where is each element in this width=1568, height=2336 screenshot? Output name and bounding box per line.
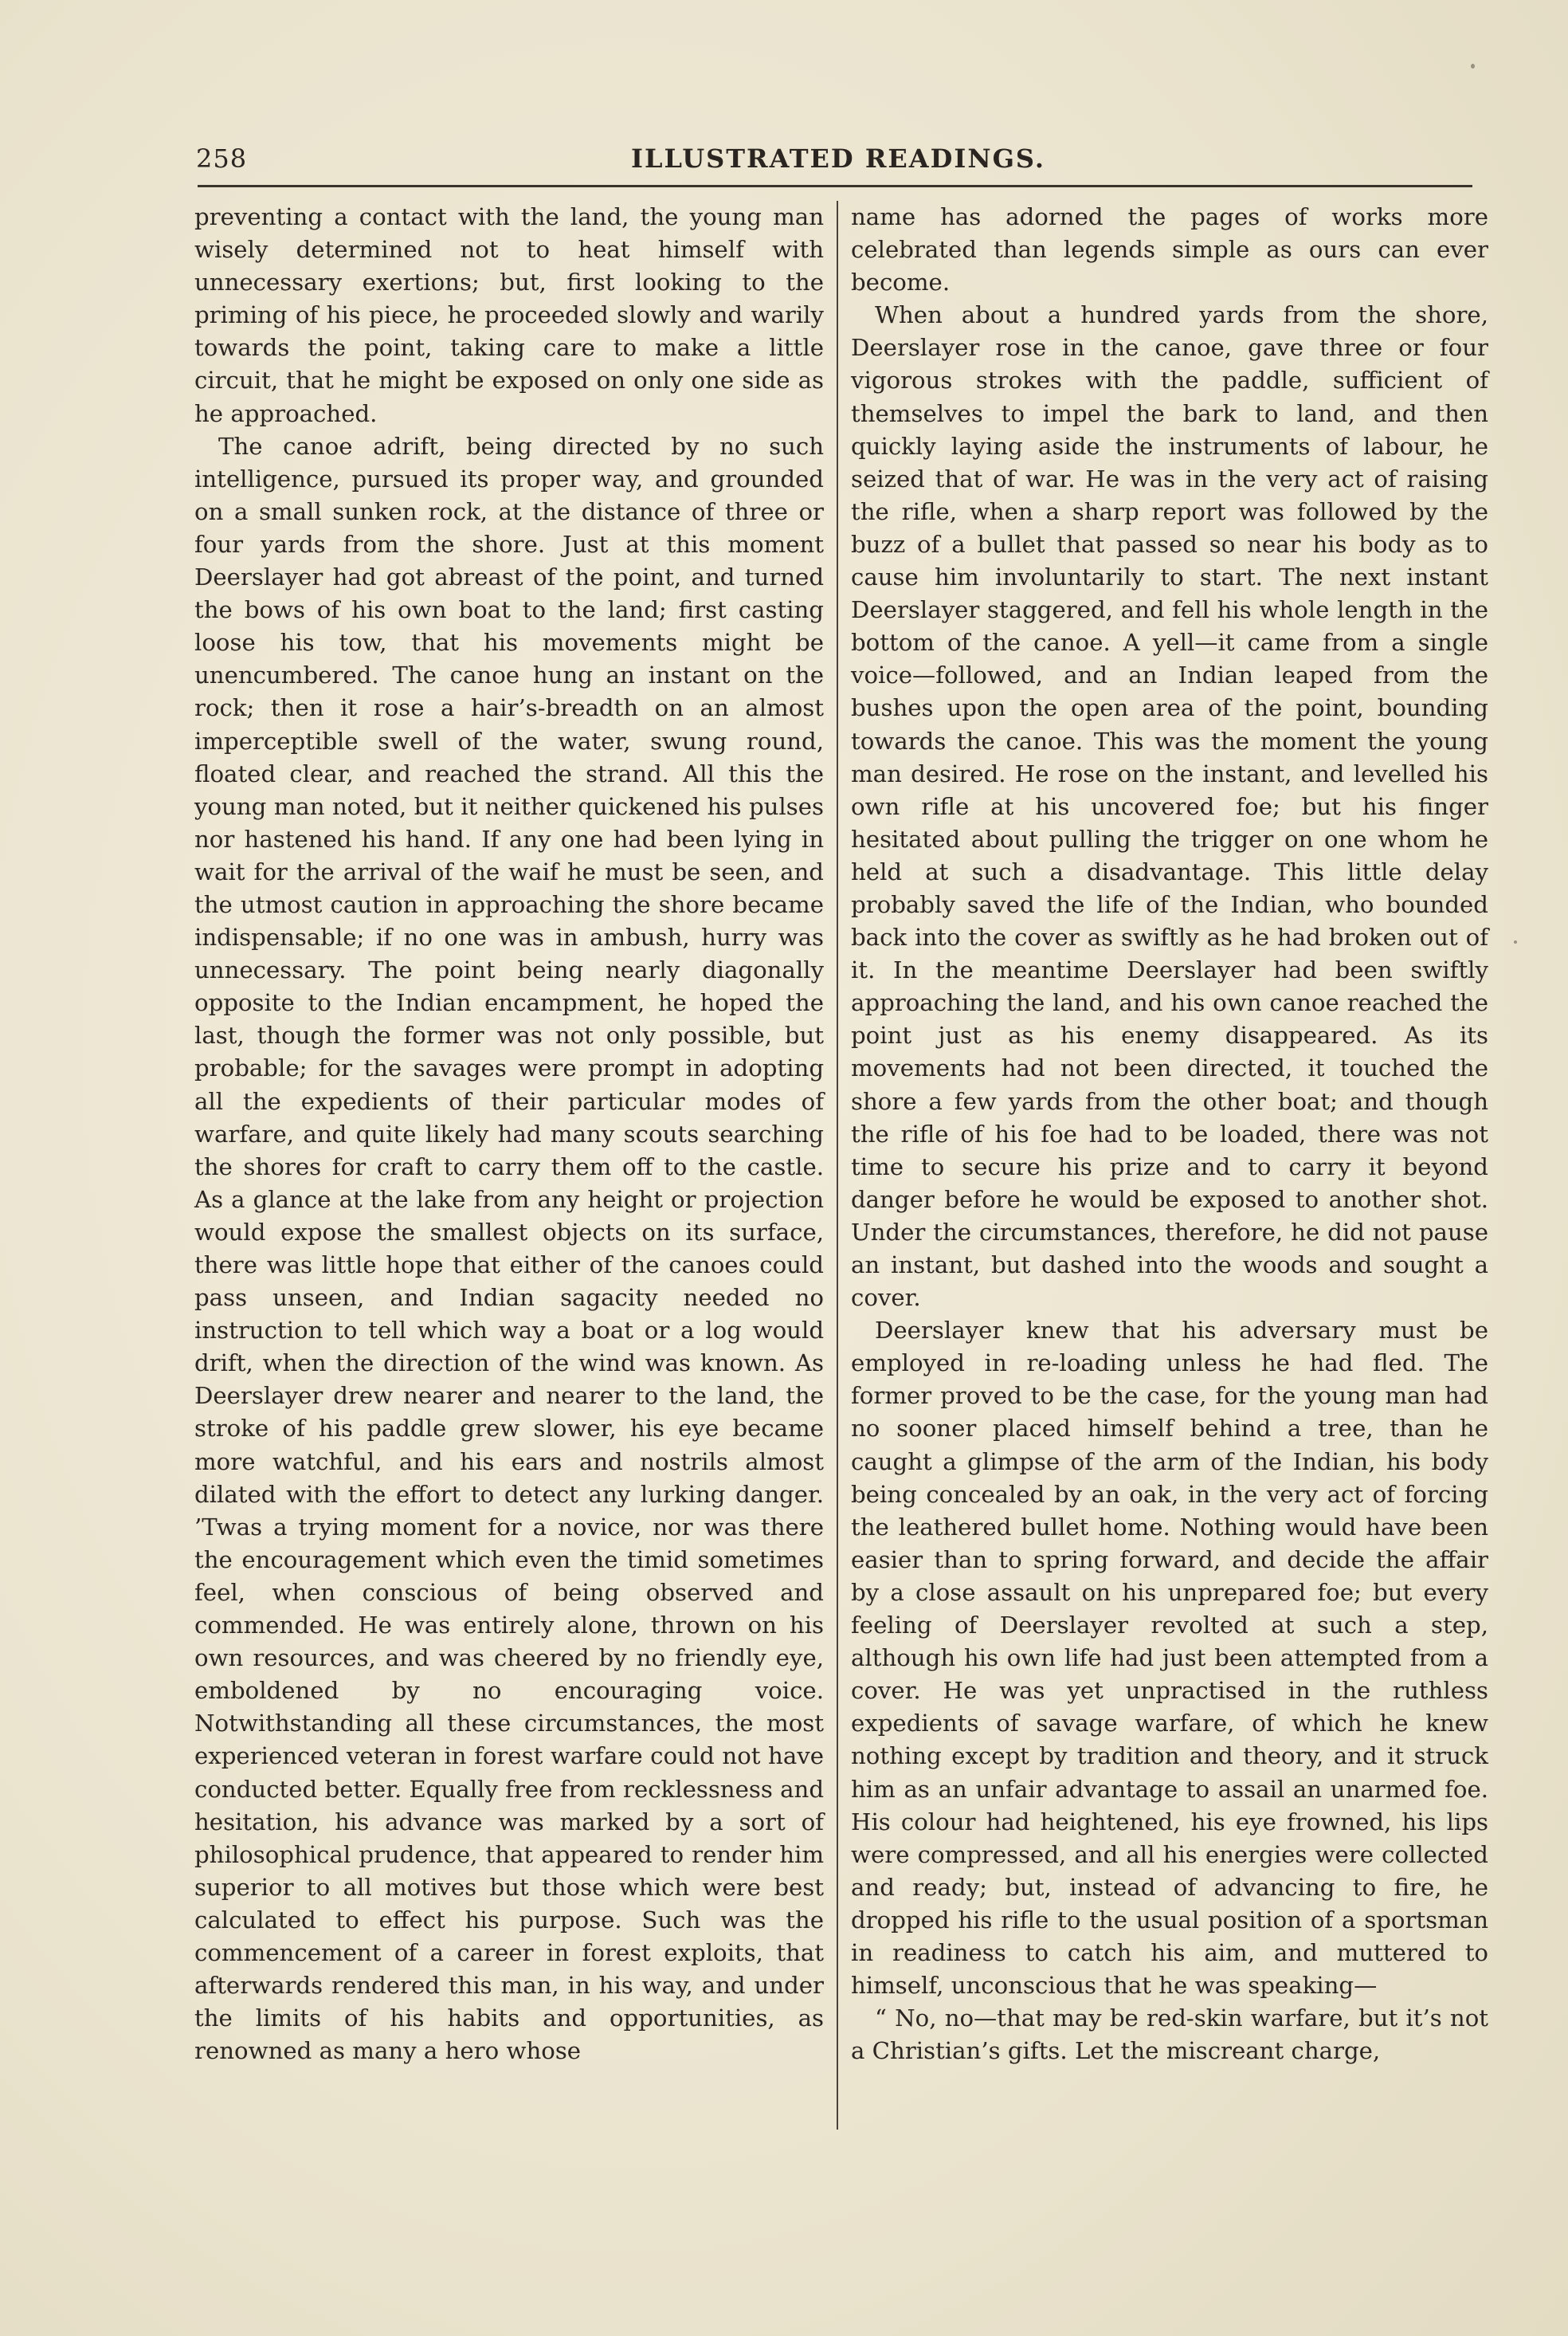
right-column	[851, 201, 1488, 2067]
header-rule	[198, 185, 1472, 187]
paragraph: “ No, no—that may be red-skin warfare, but it’s not a Christian’s gifts. Let the miscreant charge,	[851, 2004, 1488, 2065]
paragraph: Deerslayer knew that his adversary must be employed in re-loading unless he had fled. The former proved to be the case, for the young man had no sooner placed himself behind a tree, than he caught a glimpse of the arm of the Indian, his body being concealed by an oak, in the very act of forcing the leathered bullet home. Nothing would have been easier than to spring forward, and decide the affair by a close assault on his unprepared foe; but every feeling of Deerslayer revolted at such a step, although his own life had just been attempted from a cover. He was yet unpractised in the ruthless expedients of savage warfare, of which he knew nothing except by tradition and theory, and it struck him as an unfair advantage to assail an unarmed foe. His colour had heightened, his eye frowned, his lips were compressed, and all his energies were collected and ready; but, instead of advancing to fire, he dropped his rifle to the usual position of a sportsman in readiness to catch his aim, and muttered to himself, unconscious that he was speaking—	[851, 1317, 1488, 2000]
paragraph: The canoe adrift, being directed by no such intelligence, pursued its proper way, and grounded on a small sunken rock, at the distance of three or four yards from the shore. Just at this moment Deerslayer had got abreast of the point, and turned the bows of his own boat to the land; first casting loose his tow, that his movements might be unencumbered. The canoe hung an instant on the rock; then it rose a hair’s-breadth on an almost imperceptible swell of the water, swung round, floated clear, and reached the strand. All this the young man noted, but it neither quickened his pulses nor hastened his hand. If any one had been lying in wait for the arrival of the waif he must be seen, and the utmost caution in approaching the shore became indispensable; if no one was in ambush, hurry was unnecessary. The point being nearly diagonally opposite to the Indian encampment, he hoped the last, though the former was not only possible, but probable; for the savages were prompt in adopting all the expedients of their particular modes of warfare, and quite likely had many scouts searching the shores for craft to carry them off to the castle. As a glance at the lake from any height or projection would expose the smallest objects on its surface, there was little hope that either of the canoes could pass unseen, and Indian sagacity needed no instruction to tell which way a boat or a log would drift, when the direction of the wind was known. As Deerslayer drew nearer and nearer to the land, the stroke of his paddle grew slower, his eye became more watchful, and his ears and nostrils almost dilated with the effort to detect any lurking danger. ’Twas a trying moment for a novice, nor was there the encouragement which even the timid sometimes feel, when conscious of being observed and commended. He was entirely alone, thrown on his own resources, and was cheered by no friendly eye, emboldened by no encouraging voice. Notwithstanding all these circumstances, the most experienced veteran in forest warfare could not have conducted better. Equally free from recklessness and hesitation, his advance was marked by a sort of philosophical prudence, that appeared to render him superior to all motives but those which were best calculated to effect his purpose. Such was the commencement of a career in forest exploits, that afterwards rendered this man, in his way, and under the limits of his habits and opportunities, as renowned as many a hero whose	[194, 432, 824, 2065]
paper-speck	[1471, 64, 1475, 69]
running-title: ILLUSTRATED READINGS.	[631, 143, 1046, 174]
paper-speck	[1514, 940, 1517, 944]
column-divider	[837, 201, 838, 2130]
paragraph: When about a hundred yards from the shore, Deerslayer rose in the canoe, gave three or four vigorous strokes with the paddle, sufficient of themselves to impel the bark to land, and then quickly laying aside the instruments of labour, he seized that of war. He was in the very act of raising the rifle, when a sharp report was followed by the buzz of a bullet that passed so near his body as to cause him involuntarily to start. The next instant Deerslayer staggered, and fell his whole length in the bottom of the canoe. A yell—it came from a single voice—followed, and an Indian leaped from the bushes upon the open area of the point, bounding towards the canoe. This was the moment the young man desired. He rose on the instant, and levelled his own rifle at his uncovered foe; but his finger hesitated about pulling the trigger on one whom he held at such a disadvantage. This little delay probably saved the life of the Indian, who bounded back into the cover as swiftly as he had broken out of it. In the meantime Deerslayer had been swiftly approaching the land, and his own canoe reached the point just as his enemy disappeared. As its movements had not been directed, it touched the shore a few yards from the other boat; and though the rifle of his foe had to be loaded, there was not time to secure his prize and to carry it beyond danger before he would be exposed to another shot. Under the circumstances, therefore, he did not pause an instant, but dashed into the woods and sought a cover.	[851, 301, 1488, 1312]
paragraph: name has adorned the pages of works more celebrated than legends simple as ours can ever become.	[851, 203, 1488, 296]
page-number: 258	[196, 143, 248, 174]
left-column	[194, 201, 824, 2067]
page-header	[196, 140, 1471, 180]
paragraph: preventing a contact with the land, the young man wisely determined not to heat himself with unnecessary exertions; but, first looking to the priming of his piece, he proceeded slowly and warily towards the point, taking care to make a little circuit, that he might be exposed on only one side as he approached.	[194, 203, 824, 427]
